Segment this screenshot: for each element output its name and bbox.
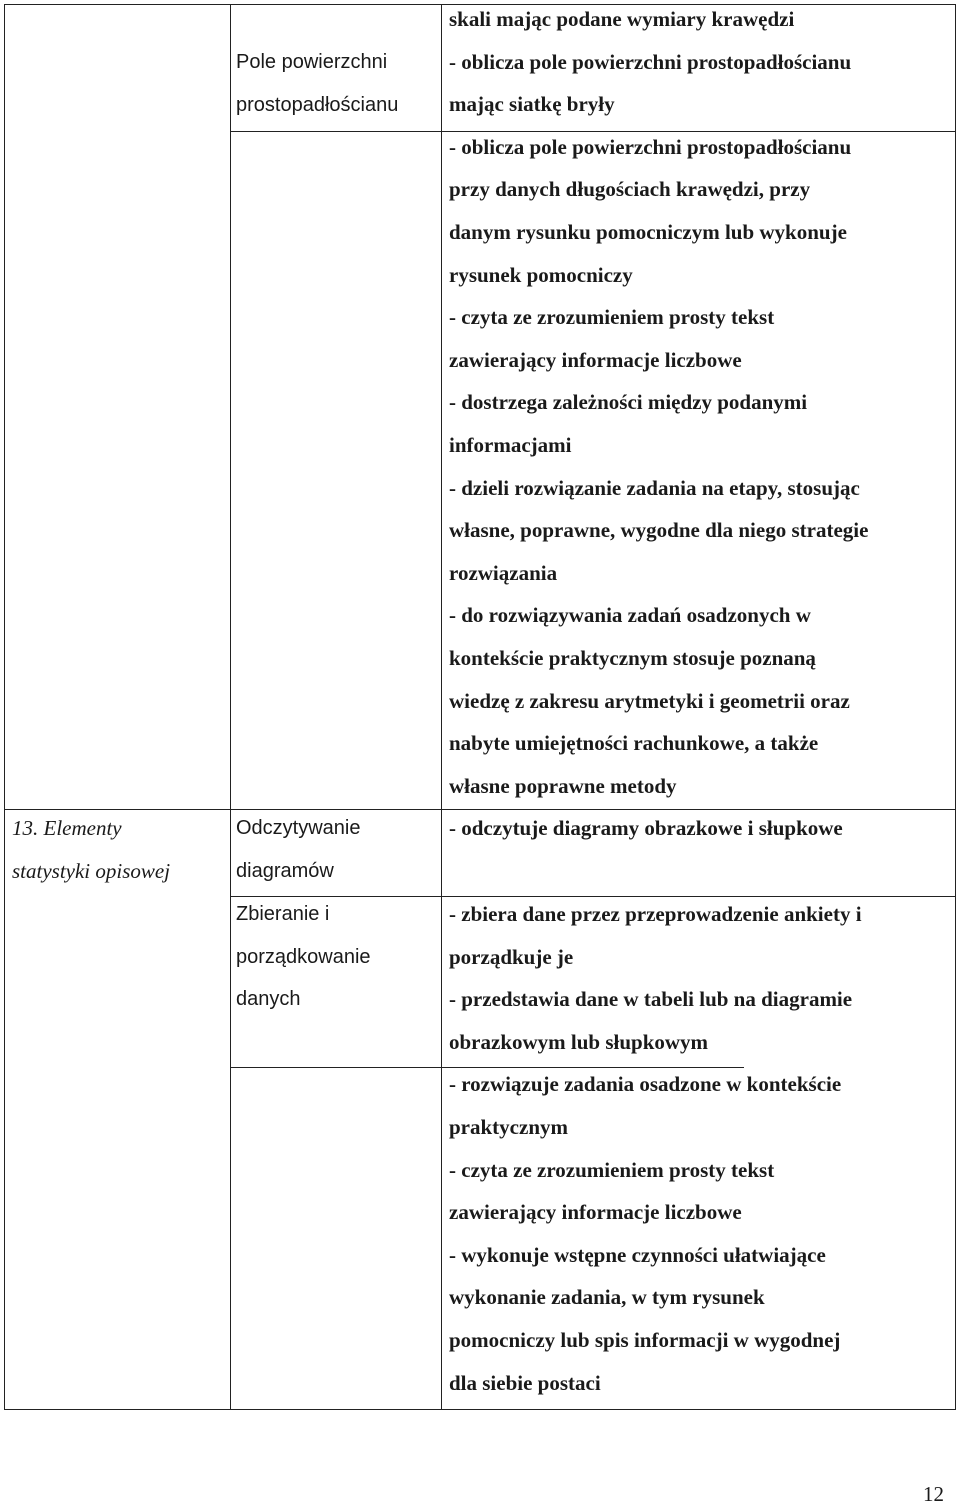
requirement-line: pomocniczy lub spis informacji w wygodnej	[449, 1327, 841, 1352]
requirement-line: kontekście praktycznym stosuje poznaną	[449, 645, 816, 670]
requirement-line: mając siatkę bryły	[449, 92, 615, 117]
requirements-zbieranie	[449, 893, 949, 1404]
requirements-pole-powierzchni	[449, 0, 949, 807]
requirement-line: własne poprawne metody	[449, 773, 677, 798]
requirement-line: - zbiera dane przez przeprowadzenie ankiety i	[449, 902, 862, 926]
requirement-line: - do rozwiązywania zadań osadzonych w	[449, 603, 811, 628]
requirement-line: rozwiązania	[449, 560, 558, 585]
requirement-line: wykonanie zadania, w tym rysunek	[449, 1285, 765, 1310]
requirement-line: obrazkowym lub słupkowym	[449, 1029, 709, 1054]
topic-line: Pole powierzchni	[236, 51, 388, 73]
requirement-line: - przedstawia dane w tabeli lub na diagramie	[449, 987, 853, 1012]
requirement-line: - czyta ze zrozumieniem prosty tekst	[449, 305, 775, 330]
section-number-title: 13. Elementy	[12, 816, 122, 840]
section-title-line-2: statystyki opisowej	[12, 858, 171, 883]
section-title	[12, 807, 222, 892]
requirement-line: nabyte umiejętności rachunkowe, a także	[449, 731, 819, 756]
requirement-line: zawierający informacje liczbowe	[449, 347, 742, 372]
requirement-line: - czyta ze zrozumieniem prosty tekst	[449, 1157, 775, 1182]
requirement-line: praktycznym	[449, 1114, 568, 1139]
requirement-line: - wykonuje wstępne czynności ułatwiające	[449, 1242, 826, 1267]
topic-line: diagramów	[236, 859, 334, 882]
column-divider-2	[441, 5, 442, 1409]
requirement-line: rysunek pomocniczy	[449, 262, 633, 287]
topic-line: danych	[236, 988, 301, 1011]
section-title-line-1	[12, 807, 222, 850]
requirement-line: - rozwiązuje zadania osadzone w kontekście	[449, 1072, 842, 1097]
requirement-line: - odczytuje diagramy obrazkowe i słupkowe	[449, 816, 843, 840]
column-divider-1	[230, 5, 231, 1409]
topic-zbieranie-danych	[236, 893, 436, 1021]
topic-line: Zbieranie i	[236, 903, 330, 925]
page-number: 12	[923, 1482, 944, 1506]
topic-line: porządkowanie	[236, 945, 371, 968]
requirement-line: własne, poprawne, wygodne dla niego strategie	[449, 518, 869, 543]
requirement-line: wiedzę z zakresu arytmetyki i geometrii oraz	[449, 688, 850, 713]
requirement-line: skali mając podane wymiary krawędzi	[449, 7, 795, 31]
requirement-line: dla siebie postaci	[449, 1370, 601, 1395]
topic-odczytywanie-diagramow	[236, 807, 436, 892]
topic-line: prostopadłościanu	[236, 93, 399, 116]
topic-line: Odczytywanie	[236, 817, 361, 839]
requirement-line: - dostrzega zależności między podanymi	[449, 390, 808, 415]
requirement-line: zawierający informacje liczbowe	[449, 1200, 742, 1225]
requirement-line: - oblicza pole powierzchni prostopadłościanu	[449, 49, 852, 74]
requirement-line: danym rysunku pomocniczym lub wykonuje	[449, 219, 847, 244]
requirements-odczytywanie	[449, 807, 949, 850]
requirement-line: przy danych długościach krawędzi, przy	[449, 177, 811, 202]
requirement-line: porządkuje je	[449, 944, 574, 969]
requirement-line: - oblicza pole powierzchni prostopadłościanu	[449, 134, 852, 159]
requirement-line: informacjami	[449, 432, 572, 457]
requirement-line: - dzieli rozwiązanie zadania na etapy, stosując	[449, 475, 860, 500]
topic-pole-powierzchni	[236, 41, 436, 126]
